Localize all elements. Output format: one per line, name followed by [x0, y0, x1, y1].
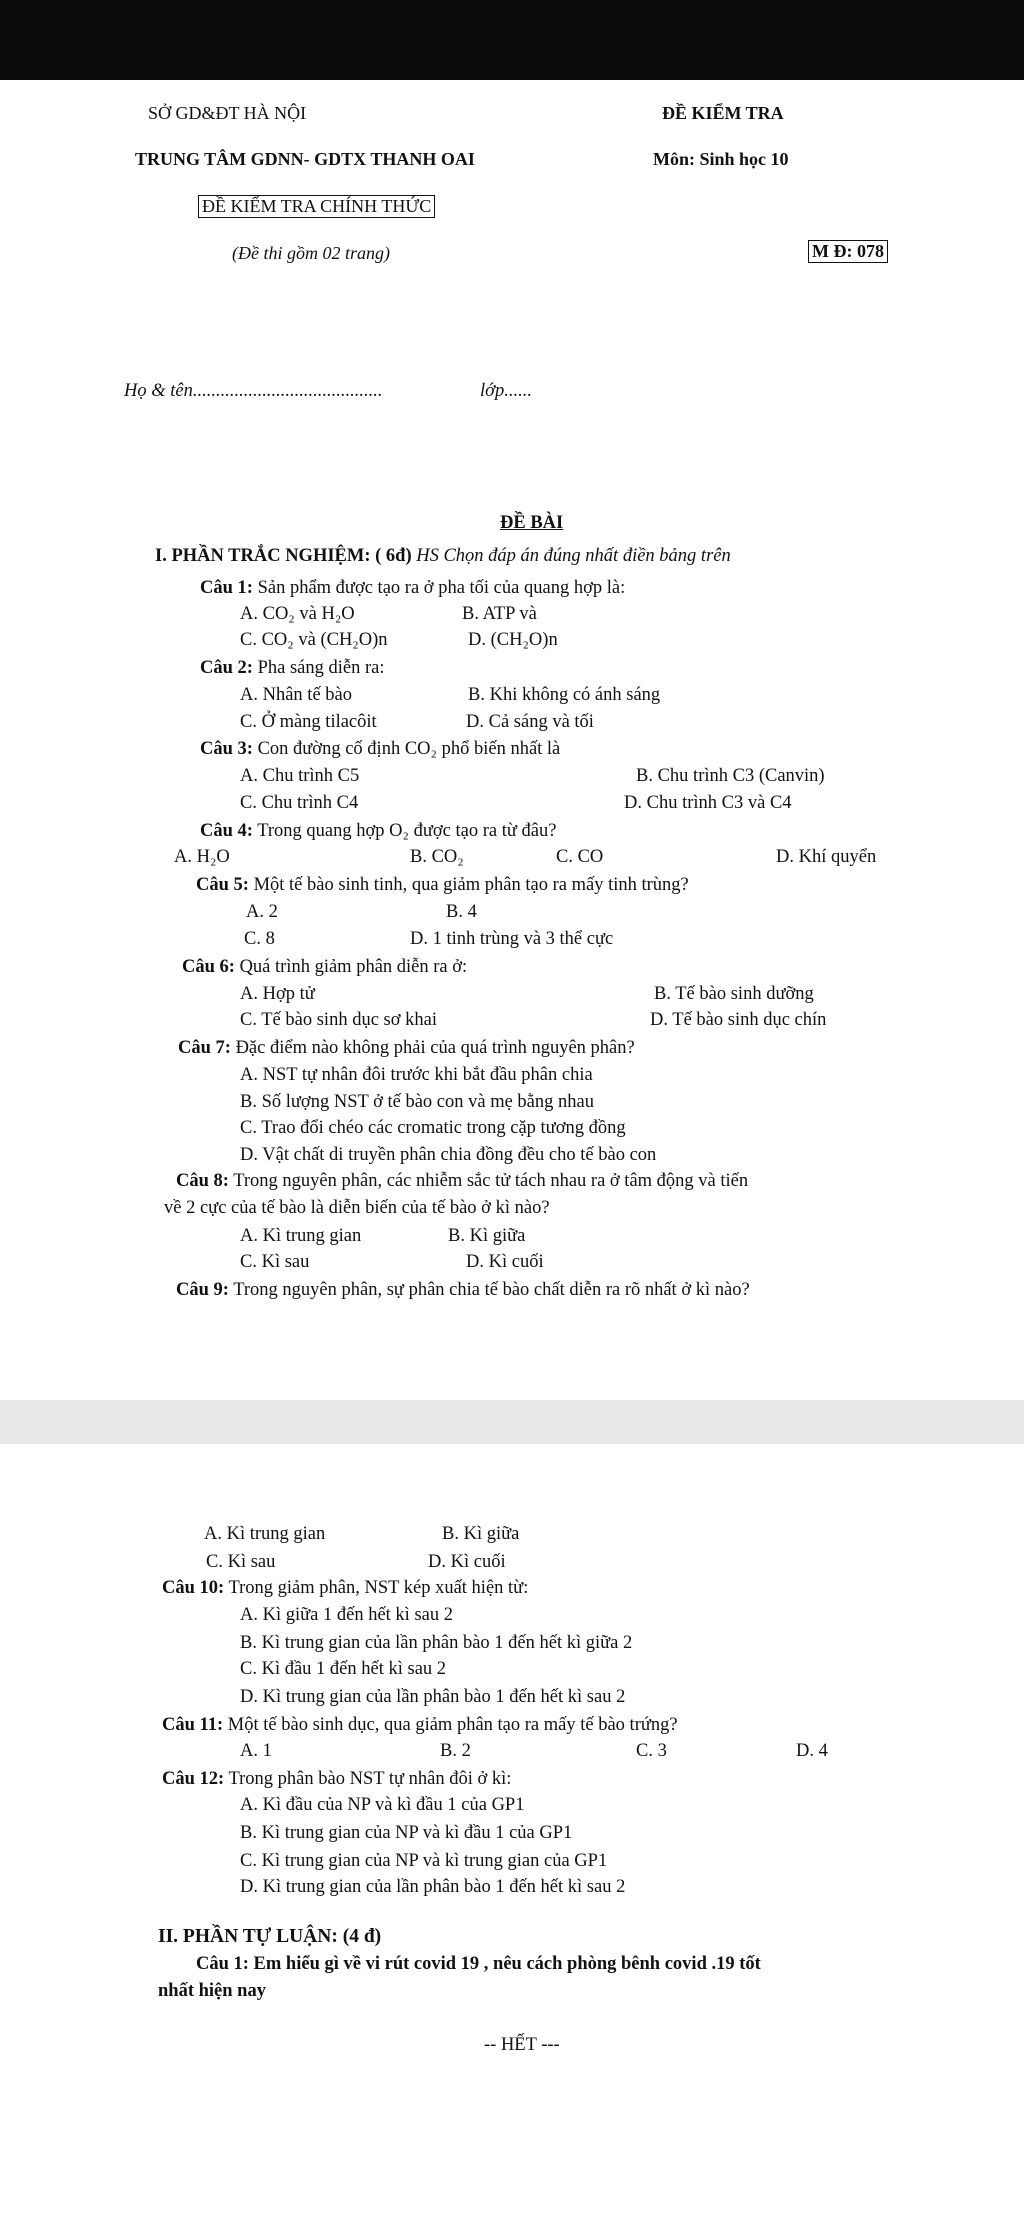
q5-option-b[interactable]: B. 4 [446, 902, 477, 922]
q6-option-d[interactable]: D. Tế bào sinh dục chín [650, 1010, 827, 1030]
essay-question-1-cont: nhất hiện nay [158, 1981, 266, 2001]
q8-option-a[interactable]: A. Kì trung gian [240, 1226, 362, 1246]
q8-option-c[interactable]: C. Kì sau [240, 1252, 310, 1272]
part1-instruction: HS Chọn đáp án đúng nhất điền bảng trên [416, 546, 731, 566]
name-field: Họ & tên......................................... [124, 381, 383, 401]
essay-question-1: Câu 1: Em hiểu gì về vi rút covid 19 , nêu cách phòng bênh covid .19 tốt [196, 1954, 761, 1974]
center-name: TRUNG TÂM GDNN- GDTX THANH OAI [135, 149, 475, 169]
question-4: Câu 4: Trong quang hợp O₂ được tạo ra từ đâu? [200, 821, 557, 841]
q9-option-a[interactable]: A. Kì trung gian [204, 1524, 326, 1544]
question-11: Câu 11: Một tế bào sinh dục, qua giảm phân tạo ra mấy tế bào trứng? [162, 1715, 678, 1735]
q11-option-b[interactable]: B. 2 [440, 1741, 471, 1761]
part2-heading: II. PHẦN TỰ LUẬN: (4 đ) [158, 1926, 382, 1947]
q1-option-d[interactable]: D. (CH₂O)n [468, 630, 558, 650]
q9-option-c[interactable]: C. Kì sau [206, 1552, 276, 1572]
q10-option-c[interactable]: C. Kì đầu 1 đến hết kì sau 2 [240, 1659, 447, 1679]
question-5: Câu 5: Một tế bào sinh tinh, qua giảm phân tạo ra mấy tinh trùng? [196, 875, 689, 895]
q10-option-d[interactable]: D. Kì trung gian của lần phân bào 1 đến hết kì sau 2 [240, 1687, 626, 1707]
q2-option-b[interactable]: B. Khi không có ánh sáng [468, 685, 661, 705]
q7-option-d[interactable]: D. Vật chất di truyền phân chia đồng đều cho tế bào con [240, 1145, 657, 1165]
q12-option-c[interactable]: C. Kì trung gian của NP và kì trung gian của GP1 [240, 1851, 608, 1871]
question-8-cont: về 2 cực của tế bào là diễn biến của tế bào ở kì nào? [164, 1198, 550, 1218]
q12-option-b[interactable]: B. Kì trung gian của NP và kì đầu 1 của GP1 [240, 1823, 573, 1843]
q10-option-b[interactable]: B. Kì trung gian của lần phân bào 1 đến hết kì giữa 2 [240, 1633, 633, 1653]
q8-option-d[interactable]: D. Kì cuối [466, 1252, 544, 1272]
q12-option-a[interactable]: A. Kì đầu của NP và kì đầu 1 của GP1 [240, 1795, 525, 1815]
question-7: Câu 7: Đặc điểm nào không phải của quá trình nguyên phân? [178, 1038, 635, 1058]
question-6: Câu 6: Quá trình giảm phân diễn ra ở: [182, 957, 468, 977]
q11-option-c[interactable]: C. 3 [636, 1741, 667, 1761]
q5-option-c[interactable]: C. 8 [244, 929, 275, 949]
q5-option-d[interactable]: D. 1 tinh trùng và 3 thể cực [410, 929, 614, 949]
q10-option-a[interactable]: A. Kì giữa 1 đến hết kì sau 2 [240, 1605, 453, 1625]
q4-option-d[interactable]: D. Khí quyển [776, 847, 877, 867]
exam-type: ĐỀ KIỂM TRA [662, 103, 784, 123]
page-break [0, 1400, 1024, 1444]
question-1: Câu 1: Sản phẩm được tạo ra ở pha tối của quang hợp là: [200, 578, 626, 598]
part1-heading: I. PHẦN TRẮC NGHIỆM: ( 6đ) [155, 546, 412, 566]
q11-option-a[interactable]: A. 1 [240, 1741, 272, 1761]
pages-note: (Đề thi gồm 02 trang) [232, 243, 390, 263]
dept-name: SỞ GD&ĐT HÀ NỘI [148, 103, 307, 123]
q9-option-d[interactable]: D. Kì cuối [428, 1552, 506, 1572]
q1-option-c[interactable]: C. CO₂ và (CH₂O)n [240, 630, 388, 650]
q7-option-c[interactable]: C. Trao đổi chéo các cromatic trong cặp tương đồng [240, 1118, 626, 1138]
q6-option-b[interactable]: B. Tế bào sinh dưỡng [654, 984, 814, 1004]
q6-option-a[interactable]: A. Hợp tử [240, 984, 315, 1004]
question-9: Câu 9: Trong nguyên phân, sự phân chia tế bào chất diễn ra rõ nhất ở kì nào? [176, 1280, 750, 1300]
q1-option-b[interactable]: B. ATP và [462, 604, 537, 624]
q6-option-c[interactable]: C. Tế bào sinh dục sơ khai [240, 1010, 437, 1030]
class-field: lớp...... [480, 381, 533, 401]
q7-option-b[interactable]: B. Số lượng NST ở tế bào con và mẹ bằng nhau [240, 1092, 594, 1112]
subject: Môn: Sinh học 10 [653, 149, 789, 169]
q3-option-d[interactable]: D. Chu trình C3 và C4 [624, 793, 792, 813]
part1-heading-row [155, 545, 731, 567]
q3-option-b[interactable]: B. Chu trình C3 (Canvin) [636, 766, 825, 786]
q3-option-a[interactable]: A. Chu trình C5 [240, 766, 360, 786]
q12-option-d[interactable]: D. Kì trung gian của lần phân bào 1 đến hết kì sau 2 [240, 1877, 626, 1897]
question-10: Câu 10: Trong giảm phân, NST kép xuất hiện từ: [162, 1578, 529, 1598]
q4-option-b[interactable]: B. CO₂ [410, 847, 464, 867]
q2-option-d[interactable]: D. Cả sáng và tối [466, 712, 594, 732]
q4-option-a[interactable]: A. H₂O [174, 847, 230, 867]
question-3: Câu 3: Con đường cố định CO₂ phổ biến nhất là [200, 739, 561, 759]
q7-option-a[interactable]: A. NST tự nhân đôi trước khi bắt đầu phân chia [240, 1065, 593, 1085]
official-box: ĐỀ KIỂM TRA CHÍNH THỨC [198, 195, 435, 218]
exam-code: M Đ: 078 [808, 240, 888, 263]
status-bar [0, 0, 1024, 80]
q3-option-c[interactable]: C. Chu trình C4 [240, 793, 359, 813]
q2-option-a[interactable]: A. Nhân tế bào [240, 685, 352, 705]
q9-option-b[interactable]: B. Kì giữa [442, 1524, 520, 1544]
question-8: Câu 8: Trong nguyên phân, các nhiễm sắc tử tách nhau ra ở tâm động và tiến [176, 1171, 749, 1191]
page-title: ĐỀ BÀI [500, 513, 564, 533]
q8-option-b[interactable]: B. Kì giữa [448, 1226, 526, 1246]
question-12: Câu 12: Trong phân bào NST tự nhân đôi ở kì: [162, 1769, 512, 1789]
end-marker: -- HẾT --- [484, 2035, 560, 2055]
question-2: Câu 2: Pha sáng diễn ra: [200, 658, 385, 678]
q2-option-c[interactable]: C. Ở màng tilacôit [240, 712, 377, 732]
q5-option-a[interactable]: A. 2 [246, 902, 278, 922]
q4-option-c[interactable]: C. CO [556, 847, 604, 867]
q1-option-a[interactable]: A. CO₂ và H₂O [240, 604, 355, 624]
q11-option-d[interactable]: D. 4 [796, 1741, 828, 1761]
